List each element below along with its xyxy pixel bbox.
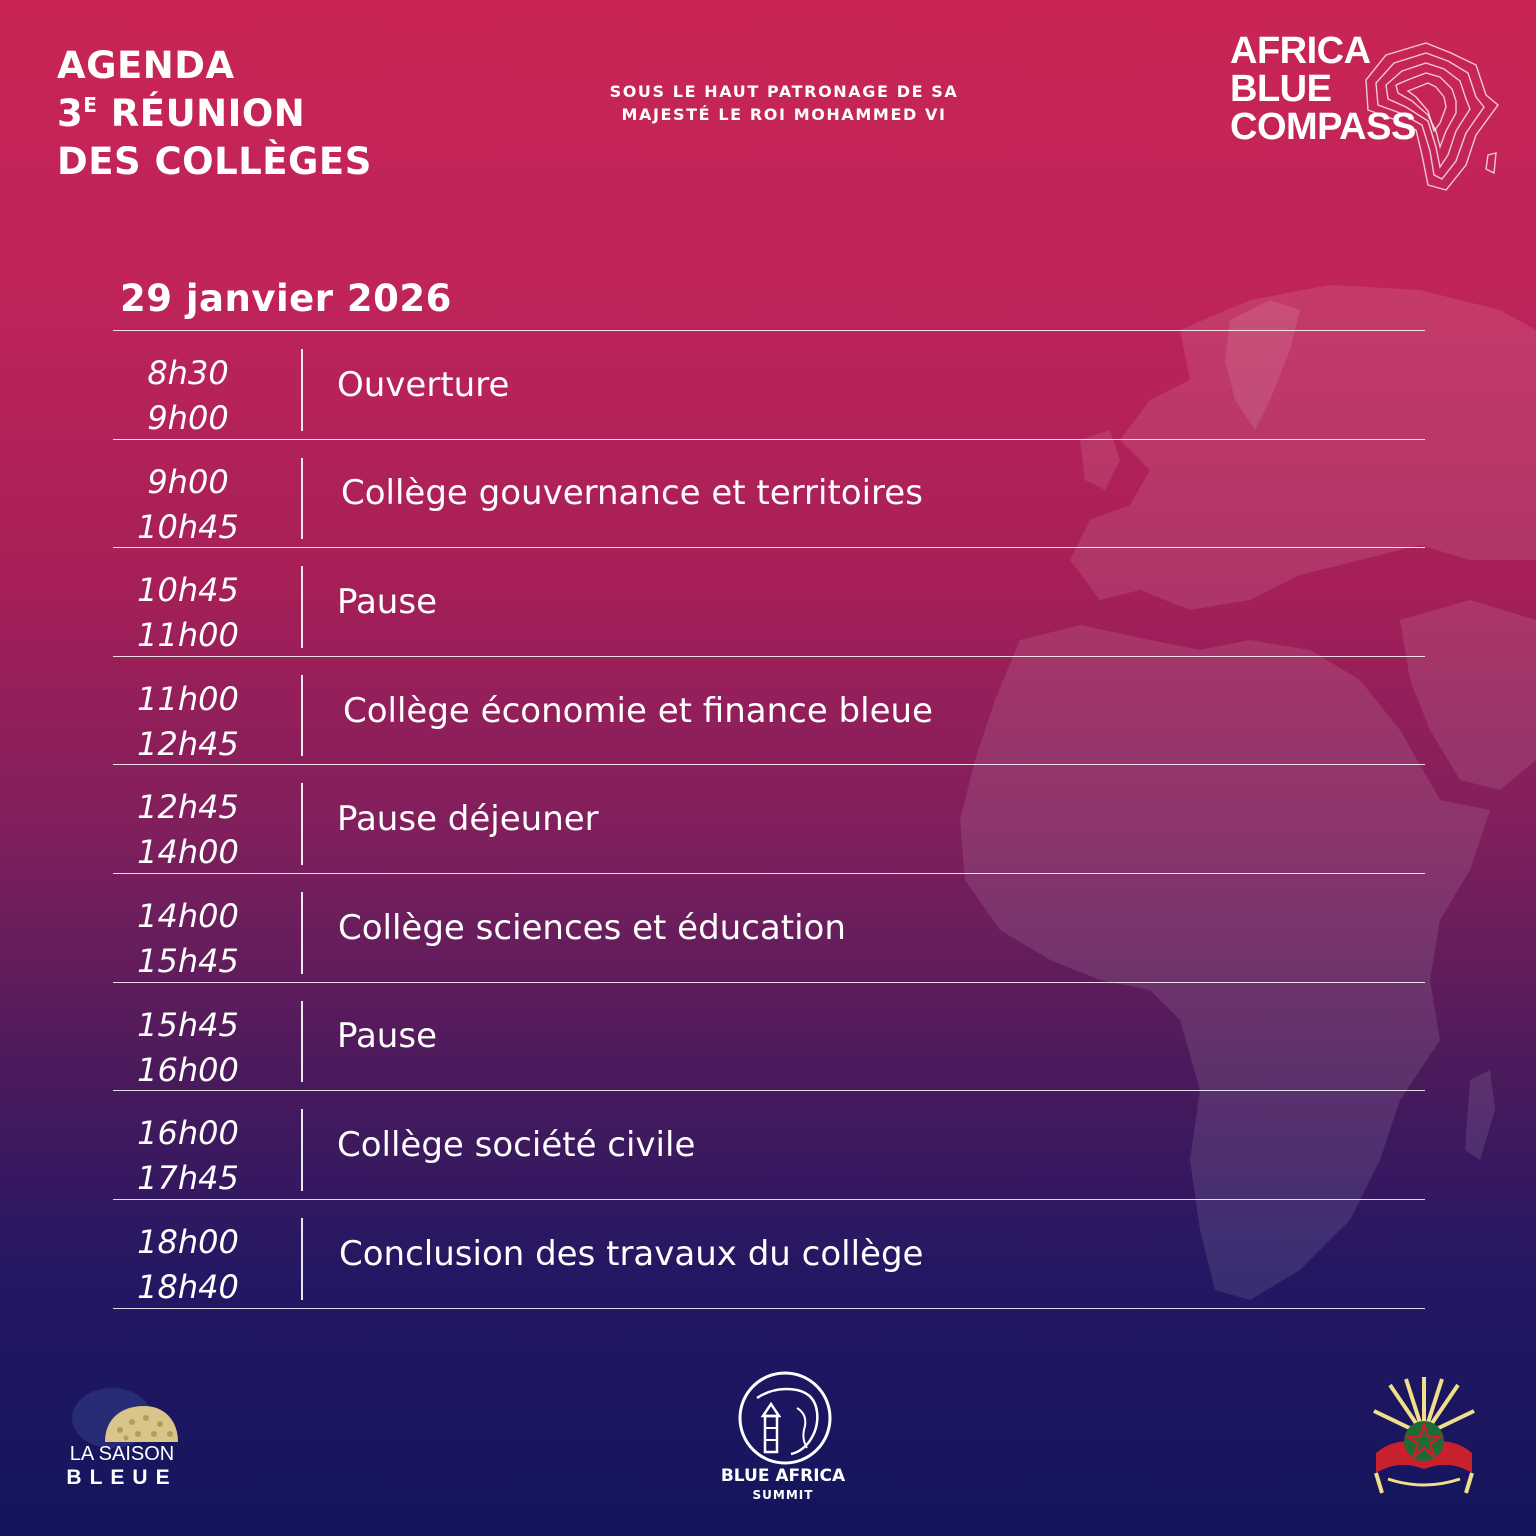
start-time: 12h45 <box>137 788 239 827</box>
saison-bleue-name: LA SAISON <box>69 1443 175 1465</box>
start-time: 16h00 <box>137 1114 239 1153</box>
time-range <box>113 785 263 875</box>
end-time: 15h45 <box>137 941 239 980</box>
time-range <box>113 1003 263 1093</box>
session-label: Ouverture <box>337 364 510 405</box>
session-label: Collège sciences et éducation <box>338 907 846 948</box>
session-label: Pause déjeuner <box>337 799 599 840</box>
agenda-row <box>113 330 1425 439</box>
logo-word-compass: COMPASS <box>1230 106 1416 148</box>
saison-bleue-sub: BLEUE <box>66 1466 178 1489</box>
title-meeting <box>57 92 306 135</box>
time-range <box>113 1220 263 1310</box>
agenda-row <box>113 1199 1425 1309</box>
time-range <box>113 351 263 441</box>
time-range <box>113 460 263 550</box>
africa-blue-compass-logo <box>1226 30 1506 200</box>
logo-word-blue: BLUE <box>1230 68 1332 110</box>
agenda-row <box>113 439 1425 548</box>
start-time: 9h00 <box>147 462 229 501</box>
end-time: 10h45 <box>137 507 239 546</box>
session-label: Collège société civile <box>337 1124 696 1165</box>
end-time: 14h00 <box>137 833 239 872</box>
agenda-table <box>113 330 1425 1309</box>
column-divider <box>301 349 303 431</box>
session-label: Pause <box>337 1016 437 1057</box>
title-meeting-text: RÉUNION <box>97 92 306 135</box>
title-ordinal-suffix: E <box>83 93 98 117</box>
end-time: 16h00 <box>137 1050 239 1089</box>
agenda-row <box>113 547 1425 656</box>
end-time: 17h45 <box>137 1159 239 1198</box>
column-divider <box>301 566 303 648</box>
title-ordinal: 3 <box>57 92 84 135</box>
start-time: 14h00 <box>137 896 239 935</box>
start-time: 10h45 <box>137 571 239 610</box>
end-time: 11h00 <box>137 616 239 655</box>
agenda-row <box>113 982 1425 1091</box>
royal-emblem-icon <box>1368 1375 1480 1500</box>
start-time: 8h30 <box>147 354 229 392</box>
start-time: 11h00 <box>137 679 239 718</box>
agenda-row <box>113 656 1425 765</box>
column-divider <box>301 1218 303 1300</box>
time-range <box>113 677 263 767</box>
title-agenda: AGENDA <box>57 44 235 87</box>
patronage-line-2: MAJESTÉ LE ROI MOHAMMED VI <box>621 105 947 124</box>
column-divider <box>301 1109 303 1191</box>
blue-africa-sub: SUMMIT <box>752 1488 814 1502</box>
time-range <box>113 1111 263 1201</box>
session-label: Collège gouvernance et territoires <box>341 473 923 514</box>
logo-word-africa: AFRICA <box>1230 30 1371 72</box>
session-label: Conclusion des travaux du collège <box>339 1233 924 1274</box>
end-time: 12h45 <box>137 724 239 763</box>
session-label: Pause <box>337 581 437 622</box>
blue-africa-name: BLUE AFRICA <box>720 1466 846 1486</box>
end-time: 18h40 <box>137 1267 239 1306</box>
agenda-row <box>113 764 1425 873</box>
title-colleges: DES COLLÈGES <box>57 140 372 183</box>
session-label: Collège économie et finance bleue <box>343 690 933 731</box>
time-range <box>113 894 263 984</box>
agenda-row <box>113 873 1425 982</box>
column-divider <box>301 892 303 974</box>
end-time: 9h00 <box>147 399 229 437</box>
column-divider <box>301 783 303 865</box>
column-divider <box>301 458 303 540</box>
patronage-line-1: SOUS LE HAUT PATRONAGE DE SA <box>609 82 959 101</box>
column-divider <box>301 1001 303 1083</box>
patronage-text <box>520 80 1048 126</box>
time-range <box>113 568 263 658</box>
lighthouse-wave-icon <box>735 1368 835 1468</box>
start-time: 18h00 <box>137 1222 239 1261</box>
agenda-date: 29 janvier 2026 <box>120 277 452 320</box>
column-divider <box>301 675 303 757</box>
agenda-row <box>113 1090 1425 1199</box>
start-time: 15h45 <box>137 1005 239 1044</box>
